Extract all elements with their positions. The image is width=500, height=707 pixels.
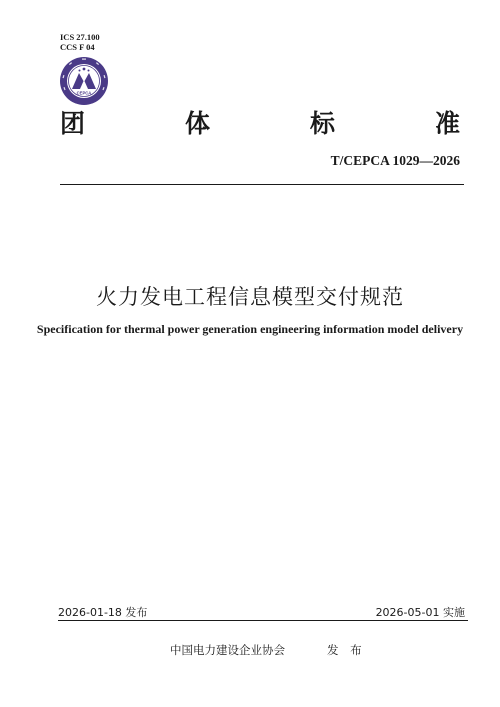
logo-text: CEPCA	[76, 90, 92, 96]
header-divider	[60, 184, 464, 185]
footer-divider	[58, 620, 468, 621]
standard-type	[60, 104, 460, 140]
publish-label: 发 布	[327, 643, 366, 657]
implementation-date: 2026-05-01 实施	[375, 606, 465, 619]
cepca-emblem-icon	[59, 56, 109, 106]
classification-codes	[60, 33, 100, 52]
standard-number: T/CEPCA 1029—2026	[330, 153, 460, 168]
issue-date: 2026-01-18 发布	[58, 606, 148, 619]
standard-type-char: 团	[60, 109, 86, 138]
document-title-english: Specification for thermal power generation engineering information model delivery	[36, 322, 464, 336]
document-title-chinese: 火力发电工程信息模型交付规范	[96, 285, 404, 309]
standard-type-char: 标	[309, 109, 335, 138]
ccs-code: CCS F 04	[60, 41, 95, 52]
publisher-name: 中国电力建设企业协会	[170, 643, 285, 657]
standard-type-char: 体	[184, 109, 210, 138]
ics-code: ICS 27.100	[60, 32, 100, 42]
standard-type-char: 准	[434, 109, 460, 138]
